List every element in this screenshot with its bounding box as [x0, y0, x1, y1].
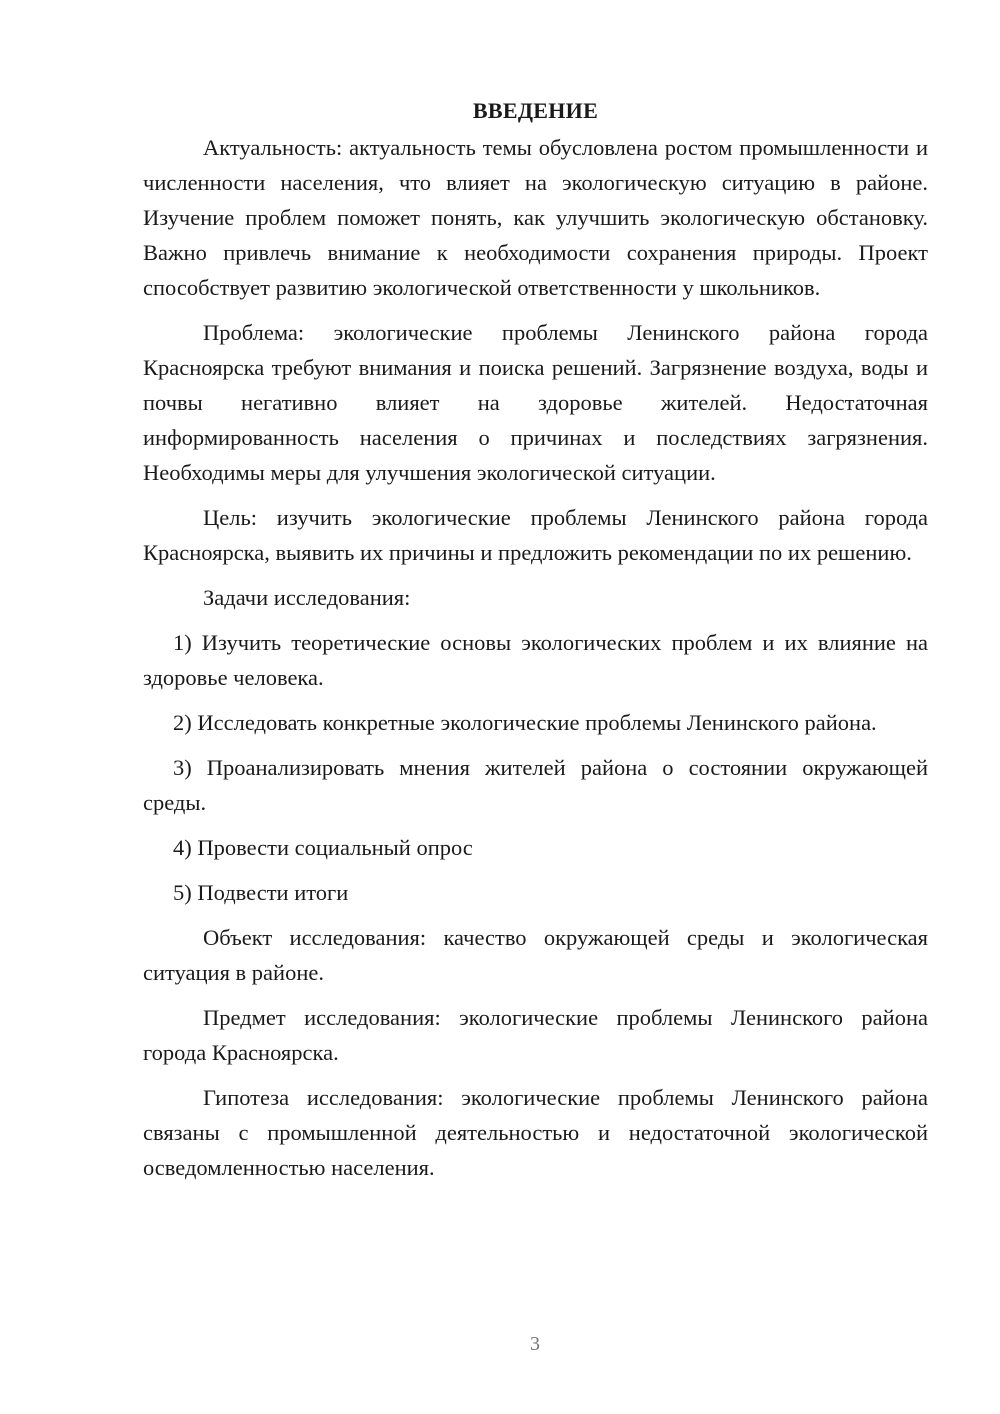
section-title: ВВЕДЕНИЕ [472, 98, 599, 123]
task-item: 4) Провести социальный опрос [173, 835, 473, 860]
task-item: 5) Подвести итоги [173, 880, 349, 905]
problem-paragraph: Проблема: экологические проблемы Ленинского района города Красноярска требуют внимания и поиска решений. Загрязнение воздуха, воды и почвы негативно влияет на здоровье жителей. Недостаточная информированность населения о причинах и последствиях загрязнения. Необходимы меры для улучшения экологической ситуации. [143, 320, 928, 485]
goal-paragraph: Цель: изучить экологические проблемы Ленинского района города Красноярска, выявить их причины и предложить рекомендации по их решению. [143, 505, 928, 565]
page-number: 3 [530, 1333, 540, 1355]
document-page [143, 92, 928, 1195]
tasks-heading: Задачи исследования: [203, 585, 411, 610]
task-item: 3) Проанализировать мнения жителей района о состоянии окружающей среды. [143, 755, 928, 815]
subject-paragraph: Предмет исследования: экологические проблемы Ленинского района города Красноярска. [143, 1005, 928, 1065]
relevance-paragraph: Актуальность: актуальность темы обусловлена ростом промышленности и численности населения, что влияет на экологическую ситуацию в районе. Изучение проблем поможет понять, как улучшить экологическую обстановку. Важно привлечь внимание к необходимости сохранения природы. Проект способствует развитию экологической ответственности у школьников. [143, 135, 928, 300]
object-paragraph: Объект исследования: качество окружающей среды и экологическая ситуация в районе. [143, 925, 928, 985]
hypothesis-paragraph: Гипотеза исследования: экологические проблемы Ленинского района связаны с промышленной деятельностью и недостаточной экологической осведомленностью населения. [143, 1085, 928, 1180]
task-item: 1) Изучить теоретические основы экологических проблем и их влияние на здоровье человека. [143, 630, 928, 690]
task-item: 2) Исследовать конкретные экологические проблемы Ленинского района. [173, 710, 877, 735]
